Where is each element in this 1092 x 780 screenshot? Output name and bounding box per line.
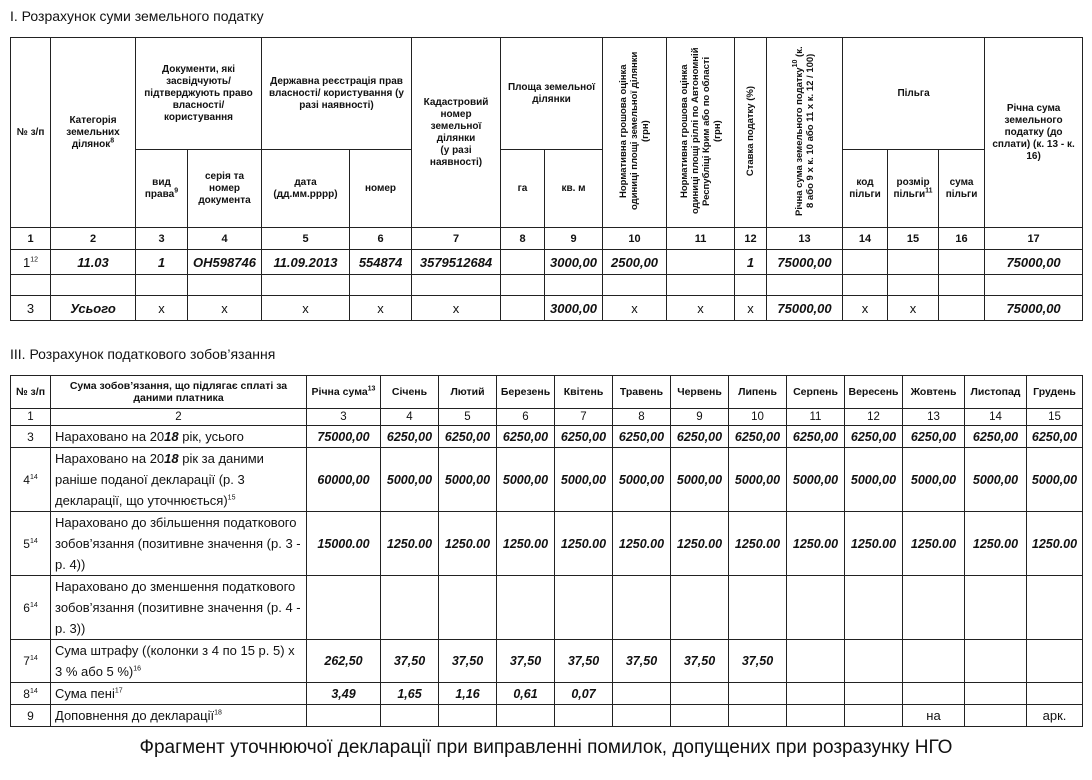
table-row xyxy=(11,640,1083,683)
table-cell: 554874 xyxy=(350,250,412,275)
column-header: № з/п xyxy=(11,376,51,409)
column-number: 14 xyxy=(843,228,888,250)
value-cell xyxy=(439,576,497,640)
table-cell xyxy=(412,275,501,296)
column-number: 9 xyxy=(671,409,729,426)
value-cell: 37,50 xyxy=(555,640,613,683)
value-cell: 6250,00 xyxy=(613,426,671,448)
table-cell: 75000,00 xyxy=(767,250,843,275)
table-cell xyxy=(11,275,51,296)
value-cell: 5000,00 xyxy=(439,448,497,512)
value-cell xyxy=(1027,683,1083,705)
column-number: 6 xyxy=(497,409,555,426)
value-cell: 1250.00 xyxy=(965,512,1027,576)
table-cell: 2500,00 xyxy=(603,250,667,275)
table-cell: 75000,00 xyxy=(985,296,1083,321)
column-number: 7 xyxy=(555,409,613,426)
value-cell xyxy=(903,640,965,683)
table-cell xyxy=(603,275,667,296)
total-label: Усього xyxy=(51,296,136,321)
row-number: $8^{14}$ xyxy=(11,683,51,705)
table-cell: 3000,00 xyxy=(545,296,603,321)
header-tax-rate: Ставка податку (%) xyxy=(735,38,767,228)
header-reg-number: номер xyxy=(350,150,412,228)
value-cell: 5000,00 xyxy=(497,448,555,512)
value-cell xyxy=(845,576,903,640)
value-cell xyxy=(903,576,965,640)
table-row-total xyxy=(11,296,1083,321)
column-number: 8 xyxy=(613,409,671,426)
column-number: 13 xyxy=(767,228,843,250)
table-row xyxy=(11,448,1083,512)
header-reg-date: дата (дд.мм.рррр) xyxy=(262,150,350,228)
value-cell xyxy=(613,705,671,727)
value-cell xyxy=(307,705,381,727)
header-annual-tax: Річна сума земельного податку$^{10}$ (к. 8 або 9 х к. 10 або 11 х к. 12 / 100) xyxy=(767,38,843,228)
section1-title: I. Розрахунок суми земельного податку xyxy=(10,8,264,24)
value-cell xyxy=(845,705,903,727)
table-cell xyxy=(888,250,939,275)
table-cell xyxy=(985,275,1083,296)
row-label: Нараховано на 2018 рік за даними раніше поданої декларації (р. 3 декларації, що уточнюється)$^{15}$ xyxy=(51,448,307,512)
value-cell: 5000,00 xyxy=(729,448,787,512)
table-cell xyxy=(888,275,939,296)
value-cell: 15000.00 xyxy=(307,512,381,576)
value-cell: 6250,00 xyxy=(381,426,439,448)
table-cell xyxy=(667,275,735,296)
header-benefit-size: розмір пільги$^{11}$ xyxy=(888,150,939,228)
column-number: 12 xyxy=(735,228,767,250)
value-cell xyxy=(787,705,845,727)
value-cell xyxy=(729,705,787,727)
column-number: 2 xyxy=(51,409,307,426)
value-cell xyxy=(845,683,903,705)
table-cell: х xyxy=(603,296,667,321)
table-cell: х xyxy=(188,296,262,321)
value-cell: 6250,00 xyxy=(729,426,787,448)
column-number: 17 xyxy=(985,228,1083,250)
value-cell xyxy=(787,576,845,640)
value-cell: 60000,00 xyxy=(307,448,381,512)
value-cell: 6250,00 xyxy=(845,426,903,448)
value-cell: 5000,00 xyxy=(903,448,965,512)
table-cell xyxy=(501,275,545,296)
figure-caption: Фрагмент уточнюючої декларації при виправленні помилок, допущених при розразунку НГО xyxy=(139,737,953,758)
column-header: Грудень xyxy=(1027,376,1083,409)
value-cell: 1250.00 xyxy=(439,512,497,576)
header-category: Категорія земельних ділянок$^8$ xyxy=(51,38,136,228)
value-cell: 5000,00 xyxy=(787,448,845,512)
value-cell: 6250,00 xyxy=(787,426,845,448)
value-cell: арк. xyxy=(1027,705,1083,727)
column-number: 11 xyxy=(787,409,845,426)
table-cell: 11.09.2013 xyxy=(262,250,350,275)
value-cell: 6250,00 xyxy=(903,426,965,448)
value-cell xyxy=(671,683,729,705)
header-area-ha: га xyxy=(501,150,545,228)
value-cell xyxy=(307,576,381,640)
value-cell: 5000,00 xyxy=(1027,448,1083,512)
value-cell: 5000,00 xyxy=(555,448,613,512)
value-cell: 1250.00 xyxy=(1027,512,1083,576)
column-header: Лютий xyxy=(439,376,497,409)
table-cell xyxy=(767,275,843,296)
value-cell xyxy=(381,576,439,640)
header-area: Площа земельної ділянки xyxy=(501,38,603,150)
row-number: 9 xyxy=(11,705,51,727)
column-header: Січень xyxy=(381,376,439,409)
header-cadastral: Кадастровий номер земельної ділянки (у разі наявності) xyxy=(412,38,501,228)
header-norm-value: Нормативна грошова оцінка одиниці площі земельної ділянки (грн) xyxy=(603,38,667,228)
column-header: Березень xyxy=(497,376,555,409)
row-label: Сума штрафу ((колонки з 4 по 15 р. 5) х 3 % або 5 %)$^{16}$ xyxy=(51,640,307,683)
row-label: Сума пені$^{17}$ xyxy=(51,683,307,705)
value-cell: 6250,00 xyxy=(671,426,729,448)
header-documents: Документи, які засвідчують/ підтверджують право власності/ користування xyxy=(136,38,262,150)
value-cell: 1250.00 xyxy=(671,512,729,576)
table-cell: ОН598746 xyxy=(188,250,262,275)
value-cell: 5000,00 xyxy=(381,448,439,512)
value-cell: 6250,00 xyxy=(965,426,1027,448)
value-cell xyxy=(1027,576,1083,640)
table-cell: 1 xyxy=(136,250,188,275)
table-cell xyxy=(667,250,735,275)
value-cell xyxy=(671,576,729,640)
table-cell: х xyxy=(412,296,501,321)
value-cell: 6250,00 xyxy=(497,426,555,448)
table-cell: х xyxy=(350,296,412,321)
column-number-row xyxy=(11,409,1083,426)
header-doc-series: серія та номер документа xyxy=(188,150,262,228)
table-cell: 75000,00 xyxy=(767,296,843,321)
value-cell xyxy=(787,683,845,705)
column-number-row xyxy=(11,228,1083,250)
value-cell xyxy=(965,640,1027,683)
value-cell xyxy=(439,705,497,727)
row-number: $6^{14}$ xyxy=(11,576,51,640)
row-number: $5^{14}$ xyxy=(11,512,51,576)
table-row xyxy=(11,512,1083,576)
header-benefit-sum: сума пільги xyxy=(939,150,985,228)
value-cell: на xyxy=(903,705,965,727)
row-number: $4^{14}$ xyxy=(11,448,51,512)
value-cell: 37,50 xyxy=(729,640,787,683)
value-cell: 1,65 xyxy=(381,683,439,705)
column-header: Червень xyxy=(671,376,729,409)
value-cell xyxy=(671,705,729,727)
row-label: Доповнення до декларації$^{18}$ xyxy=(51,705,307,727)
value-cell: 37,50 xyxy=(439,640,497,683)
table-cell xyxy=(843,275,888,296)
table-row xyxy=(11,250,1083,275)
table-cell xyxy=(350,275,412,296)
value-cell: 5000,00 xyxy=(845,448,903,512)
value-cell xyxy=(965,576,1027,640)
column-number: 14 xyxy=(965,409,1027,426)
header-doc-type: вид права$^9$ xyxy=(136,150,188,228)
table-cell: х xyxy=(262,296,350,321)
table-cell: 1 xyxy=(735,250,767,275)
column-number: 7 xyxy=(412,228,501,250)
table-row xyxy=(11,705,1083,727)
table-row xyxy=(11,683,1083,705)
value-cell xyxy=(497,576,555,640)
value-cell: 0,61 xyxy=(497,683,555,705)
table-cell xyxy=(939,296,985,321)
table-cell: х xyxy=(888,296,939,321)
land-tax-table xyxy=(10,37,1083,321)
column-number: 5 xyxy=(439,409,497,426)
column-header: Річна сума$^{13}$ xyxy=(307,376,381,409)
header-norm-value-crimea: Нормативна грошова оцінка одиниці площі ріллі по Автономній Республіці Крим або по області (грн) xyxy=(667,38,735,228)
row-number: 3 xyxy=(11,296,51,321)
value-cell: 1250.00 xyxy=(555,512,613,576)
value-cell: 262,50 xyxy=(307,640,381,683)
column-number: 5 xyxy=(262,228,350,250)
row-number: 3 xyxy=(11,426,51,448)
table-cell xyxy=(843,250,888,275)
table-cell: х xyxy=(667,296,735,321)
value-cell: 1250.00 xyxy=(381,512,439,576)
value-cell xyxy=(555,576,613,640)
value-cell xyxy=(613,683,671,705)
column-number: 10 xyxy=(603,228,667,250)
value-cell: 5000,00 xyxy=(965,448,1027,512)
column-header: Жовтень xyxy=(903,376,965,409)
table-cell xyxy=(939,275,985,296)
value-cell: 1250.00 xyxy=(903,512,965,576)
value-cell: 37,50 xyxy=(671,640,729,683)
column-number: 15 xyxy=(888,228,939,250)
section3-title: III. Розрахунок податкового зобов’язання xyxy=(10,346,276,362)
value-cell: 75000,00 xyxy=(307,426,381,448)
value-cell: 37,50 xyxy=(613,640,671,683)
row-number: $1^{12}$ xyxy=(11,250,51,275)
column-header: Серпень xyxy=(787,376,845,409)
value-cell xyxy=(381,705,439,727)
value-cell: 37,50 xyxy=(497,640,555,683)
value-cell xyxy=(845,640,903,683)
column-number: 15 xyxy=(1027,409,1083,426)
table-cell: 3579512684 xyxy=(412,250,501,275)
row-label: Нараховано до зменшення податкового зобов’язання (позитивне значення (р. 4 - р. 3)) xyxy=(51,576,307,640)
row-label: Нараховано до збільшення податкового зобов’язання (позитивне значення (р. 3 - р. 4)) xyxy=(51,512,307,576)
column-number: 4 xyxy=(188,228,262,250)
table-cell: х xyxy=(136,296,188,321)
tax-liability-table xyxy=(10,375,1083,727)
value-cell: 1250.00 xyxy=(613,512,671,576)
value-cell: 3,49 xyxy=(307,683,381,705)
table-row-empty xyxy=(11,275,1083,296)
value-cell: 5000,00 xyxy=(671,448,729,512)
table-cell xyxy=(939,250,985,275)
value-cell: 6250,00 xyxy=(555,426,613,448)
value-cell: 5000,00 xyxy=(613,448,671,512)
column-header: Листопад xyxy=(965,376,1027,409)
table-cell xyxy=(501,250,545,275)
row-number: $7^{14}$ xyxy=(11,640,51,683)
column-number: 1 xyxy=(11,409,51,426)
value-cell: 1250.00 xyxy=(497,512,555,576)
column-number: 1 xyxy=(11,228,51,250)
value-cell: 1,16 xyxy=(439,683,497,705)
table-row xyxy=(11,576,1083,640)
value-cell xyxy=(729,683,787,705)
value-cell xyxy=(965,683,1027,705)
value-cell xyxy=(729,576,787,640)
column-header: Квітень xyxy=(555,376,613,409)
header-area-m: кв. м xyxy=(545,150,603,228)
value-cell xyxy=(1027,640,1083,683)
table-cell xyxy=(51,275,136,296)
column-number: 11 xyxy=(667,228,735,250)
header-registration: Державна реєстрація прав власності/ користування (у разі наявності) xyxy=(262,38,412,150)
header-row xyxy=(11,376,1083,409)
value-cell xyxy=(613,576,671,640)
table-cell: х xyxy=(735,296,767,321)
table-cell: 75000,00 xyxy=(985,250,1083,275)
table-cell xyxy=(545,275,603,296)
column-header: Вересень xyxy=(845,376,903,409)
column-header: Сума зобов’язання, що підлягає сплаті за даними платника xyxy=(51,376,307,409)
column-number: 4 xyxy=(381,409,439,426)
value-cell: 6250,00 xyxy=(1027,426,1083,448)
table-cell: х xyxy=(843,296,888,321)
column-number: 8 xyxy=(501,228,545,250)
table-cell: 3000,00 xyxy=(545,250,603,275)
column-number: 16 xyxy=(939,228,985,250)
value-cell: 1250.00 xyxy=(787,512,845,576)
column-number: 12 xyxy=(845,409,903,426)
header-benefit-code: код пільги xyxy=(843,150,888,228)
header-annual-payable: Річна сума земельного податку (до сплати) (к. 13 - к. 16) xyxy=(985,38,1083,228)
column-number: 9 xyxy=(545,228,603,250)
table-row xyxy=(11,426,1083,448)
column-number: 3 xyxy=(307,409,381,426)
value-cell xyxy=(787,640,845,683)
table-cell xyxy=(188,275,262,296)
table-cell xyxy=(501,296,545,321)
row-label: Нараховано на 2018 рік, усього xyxy=(51,426,307,448)
column-number: 2 xyxy=(51,228,136,250)
value-cell: 0,07 xyxy=(555,683,613,705)
value-cell xyxy=(497,705,555,727)
value-cell: 6250,00 xyxy=(439,426,497,448)
table-cell xyxy=(136,275,188,296)
table-cell xyxy=(735,275,767,296)
value-cell: 1250.00 xyxy=(845,512,903,576)
column-number: 13 xyxy=(903,409,965,426)
column-header: Травень xyxy=(613,376,671,409)
column-header: Липень xyxy=(729,376,787,409)
value-cell: 1250.00 xyxy=(729,512,787,576)
column-number: 6 xyxy=(350,228,412,250)
header-no: № з/п xyxy=(11,38,51,228)
table-cell: 11.03 xyxy=(51,250,136,275)
value-cell xyxy=(965,705,1027,727)
value-cell: 37,50 xyxy=(381,640,439,683)
table-cell xyxy=(262,275,350,296)
column-number: 3 xyxy=(136,228,188,250)
column-number: 10 xyxy=(729,409,787,426)
header-benefit: Пільга xyxy=(843,38,985,150)
value-cell xyxy=(555,705,613,727)
value-cell xyxy=(903,683,965,705)
